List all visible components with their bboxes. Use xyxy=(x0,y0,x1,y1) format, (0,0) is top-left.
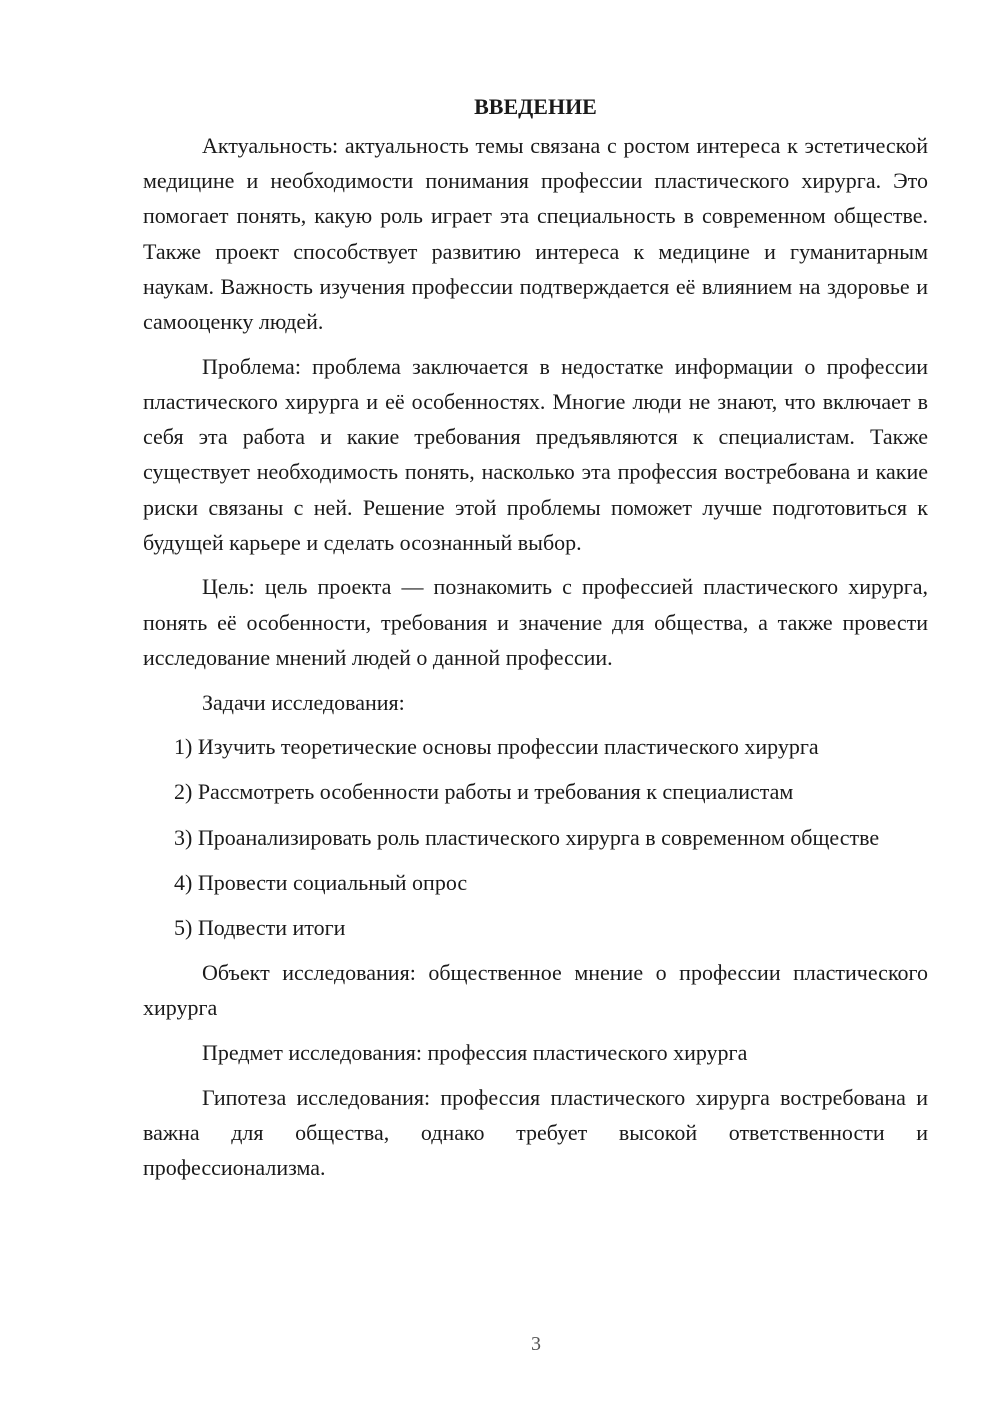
task-item: 1) Изучить теоретические основы профессии пластического хирурга xyxy=(174,734,819,760)
task-item: 3) Проанализировать роль пластического хирурга в современном обществе xyxy=(174,824,880,850)
page-number: 3 xyxy=(531,1333,541,1355)
paragraph-problem: Проблема: проблема заключается в недостатке информации о профессии пластического хирурга и её особенностях. Многие люди не знают, что включает в себя эта работа и какие требования предъявляются к специалистам. Также существует необходимость понять, насколько эта профессия востребована и какие риски связаны с ней. Решение этой проблемы поможет лучше подготовиться к будущей карьере и сделать осознанный выбор. xyxy=(143,353,928,555)
paragraph-hypothesis: Гипотеза исследования: профессия пластического хирурга востребована и важна для общества, однако требует высокой ответственности и профессионализма. xyxy=(143,1084,928,1181)
task-item: 5) Подвести итоги xyxy=(174,915,346,941)
task-item: 2) Рассмотреть особенности работы и требования к специалистам xyxy=(174,779,794,805)
document-page xyxy=(143,92,928,1195)
paragraph-object: Объект исследования: общественное мнение о профессии пластического хирурга xyxy=(143,960,928,1021)
page-title: ВВЕДЕНИЕ xyxy=(474,94,597,119)
paragraph-tasks-heading: Задачи исследования: xyxy=(202,689,405,715)
task-item: 4) Провести социальный опрос xyxy=(174,869,468,895)
paragraph-subject: Предмет исследования: профессия пластического хирурга xyxy=(202,1040,748,1066)
paragraph-goal: Цель: цель проекта — познакомить с профессией пластического хирурга, понять её особенности, требования и значение для общества, а также провести исследование мнений людей о данной профессии. xyxy=(143,574,928,670)
paragraph-relevance: Актуальность: актуальность темы связана с ростом интереса к эстетической медицине и необходимости понимания профессии пластического хирурга. Это помогает понять, какую роль играет эта специальность в современном обществе. Также проект способствует развитию интереса к медицине и гуманитарным наукам. Важность изучения профессии подтверждается её влиянием на здоровье и самооценку людей. xyxy=(143,133,928,335)
